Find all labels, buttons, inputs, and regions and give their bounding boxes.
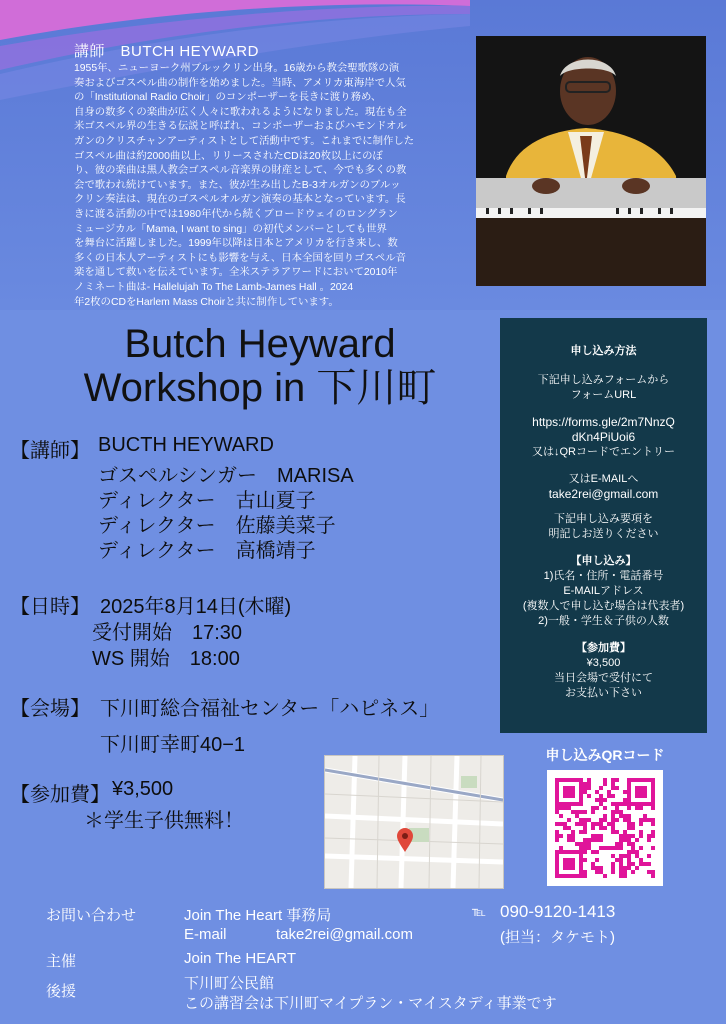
bio-line: 年2枚のCDをHarlem Mass Choirと共に制作しています。: [74, 296, 339, 308]
apply-requirement-line2: 明記しお送りください: [548, 528, 659, 540]
host-label: 主催: [46, 953, 77, 970]
apply-fee-note: 当日会場で受付にて: [554, 672, 653, 684]
bio-line: きに渡る活動の中では1980年代から続くブロードウェイのロングラン: [74, 208, 398, 220]
tel-number[interactable]: 090-9120-1413: [500, 902, 616, 921]
datetime-label: 【日時】: [10, 596, 90, 618]
venue-map: [324, 755, 504, 889]
venue-name: 下川町総合福祉センター「ハピネス」: [100, 698, 440, 720]
apply-item: 2)一般・学生＆子供の人数: [538, 615, 669, 627]
contact-org: Join The Heart 事務局: [184, 907, 332, 924]
bio-line: の「Institutional Radio Choir」のコンポーザーを長きに渡り務め、: [74, 92, 382, 104]
fee-section: [0, 778, 320, 834]
bio-line: 自身の数多くの楽曲が広く人々に歌われるようになりました。現在も全: [74, 106, 407, 118]
bio-line: ミュージカル「Mama, I want to sing」の初代メンバーとしても世界: [74, 223, 387, 235]
tel-icon: ℡: [472, 904, 486, 919]
apply-url-line2[interactable]: dKn4PiUoi6: [571, 430, 636, 444]
bio-line: 米ゴスペル界の生きる伝説と呼ばれ、コンポーザーおよびハモンドオル: [74, 121, 407, 133]
qr-caption: 申し込みQRコード: [545, 747, 665, 763]
reception-time: 受付開始 17:30: [92, 622, 243, 644]
support-label: 後援: [46, 983, 77, 1000]
venue-label: 【会場】: [10, 698, 90, 720]
start-time: WS 開始 18:00: [92, 648, 240, 670]
lecturer-name: ディレクター 古山夏子: [98, 490, 316, 512]
apply-email-or: 又はE-MAILへ: [568, 473, 639, 485]
apply-item: (複数人で申し込む場合は代表者): [522, 600, 685, 612]
lecturer-photo-illustration: [476, 36, 706, 286]
apply-item: 1)氏名・住所・電話番号: [543, 570, 664, 582]
qr-code[interactable]: [547, 770, 663, 886]
fee-note: ＊学生子供無料！: [84, 810, 244, 832]
host-name: Join The HEART: [184, 950, 296, 967]
bio-line: ガンのクリスチャンアーティストとして活動中です。これまでに制作した: [74, 135, 415, 147]
apply-url-line1[interactable]: https://forms.gle/2m7NnzQ: [532, 415, 675, 429]
bio-title: 講師 BUTCH HEYWARD: [74, 43, 259, 60]
lecturer-name: ディレクター 高橋靖子: [98, 540, 316, 562]
footer: [0, 900, 726, 1024]
support-name: 下川町公民館: [184, 975, 275, 992]
apply-email[interactable]: take2rei@gmail.com: [548, 487, 659, 501]
title-line1: Butch Heyward: [124, 322, 396, 366]
fee-label: 【参加費】: [10, 784, 110, 806]
workshop-title: [40, 322, 480, 410]
bio-line: 多くの日本人アーティストにも影響を与え、日本全国を回りゴスペル音: [74, 252, 406, 264]
lecturers-section: [0, 434, 490, 564]
bio-line: クリン奏法は、現在のゴスペルオルガン演奏の基本となっています。長: [74, 194, 406, 206]
event-date: 2025年8月14日(木曜): [100, 596, 292, 618]
lecturer-name: ゴスペルシンガー MARISA: [98, 465, 354, 487]
apply-form-text: 下記申し込みフォームから: [537, 374, 670, 386]
qr-code-icon: [547, 770, 663, 886]
title-line2: Workshop in 下川町: [83, 366, 437, 410]
apply-fee-amount: ¥3,500: [586, 657, 621, 669]
application-box: [500, 318, 707, 733]
venue-section: [0, 692, 490, 756]
apply-qr-note: 又は↓QRコードでエントリー: [532, 446, 675, 458]
apply-requirement-line1: 下記申し込み要項を: [554, 513, 653, 525]
bio-line: ノミネート曲は- Hallelujah To The Lamb-James Hall 。2024: [74, 281, 354, 293]
program-note: この講習会は下川町マイプラン・マイスタディ事業です: [184, 995, 557, 1012]
apply-heading: 申し込み方法: [570, 345, 637, 357]
footer-email[interactable]: take2rei@gmail.com: [276, 926, 413, 943]
bio-line: 奏およびゴスペル曲の制作を始めました。当時、アメリカ東海岸で人気: [74, 77, 406, 89]
fee-amount: ¥3,500: [112, 778, 174, 800]
bio-line: 楽を通して救いを伝えています。全米ステラアワードにおいて2010年: [74, 267, 398, 279]
bio-line: ゴスペル曲は約2000曲以上、リリースされたCDは20枚以上にのぼ: [74, 150, 383, 162]
email-label: E-mail: [184, 926, 227, 943]
apply-fee-note: お支払い下さい: [565, 687, 642, 699]
lecturers-label: 【講師】: [10, 440, 90, 462]
map-illustration: [325, 756, 503, 888]
lecturer-name: BUCTH HEYWARD: [98, 434, 274, 456]
apply-items-label: 【申し込み】: [570, 555, 637, 567]
contact-person: (担当：タケモト): [500, 929, 615, 946]
apply-form-url-label: フォームURL: [570, 389, 637, 401]
bio-text: [74, 62, 470, 310]
apply-fee-label: 【参加費】: [576, 642, 631, 654]
bio-section: [74, 40, 470, 310]
apply-item: E-MAILアドレス: [563, 585, 644, 597]
contact-label: お問い合わせ: [46, 907, 137, 924]
lecturer-photo: [476, 36, 706, 286]
lecturer-name: ディレクター 佐藤美菜子: [98, 515, 336, 537]
bio-line: 1955年、ニューヨーク州ブルックリン出身。16歳から教会聖歌隊の演: [74, 63, 400, 74]
bio-line: り、彼の楽曲は黒人教会ゴスペル音楽界の財産として、今でも多くの教: [74, 165, 407, 177]
datetime-section: [0, 590, 490, 670]
venue-address: 下川町幸町40−1: [100, 734, 246, 756]
bio-line: を舞台に活躍しました。1999年以降は日本とアメリカを行き来し、数: [74, 238, 398, 250]
bio-line: 会で歌われ続けています。また、彼が生み出したB-3オルガンのブルッ: [74, 179, 401, 191]
